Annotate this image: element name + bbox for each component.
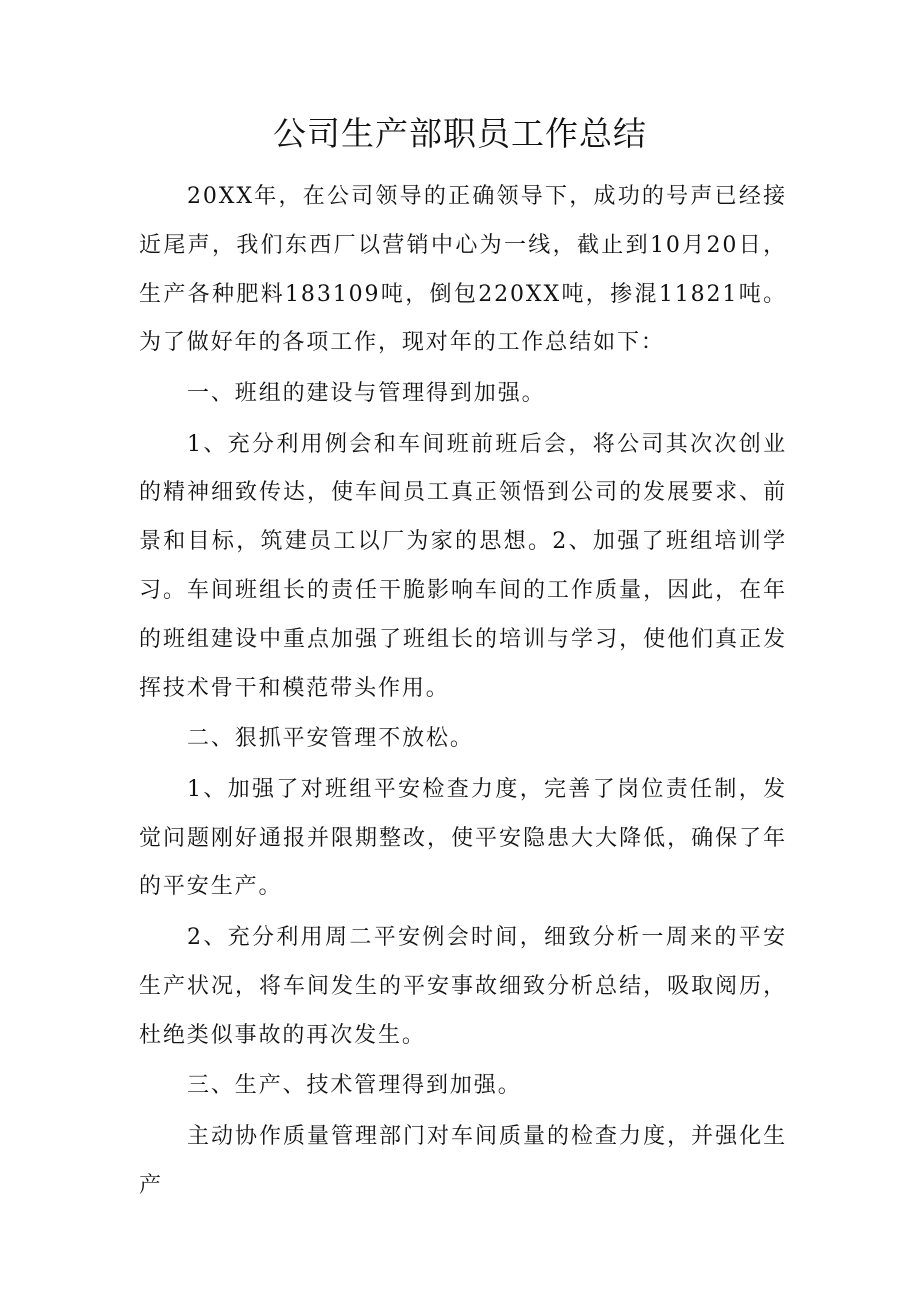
section-heading-safety: 二、狠抓平安管理不放松。 bbox=[187, 726, 474, 752]
paragraph-team-building: 1、充分利用例会和车间班前班后会，将公司其次次创业的精神细致传达，使车间员工真正领悟到公司的发展要求、前景和目标，筑建员工以厂为家的思想。2、加强了班组培训学习。车间班组长的责任干脆影响车间的工作质量，因此，在年的班组建设中重点加强了班组长的培训与学习，使他们真正发挥技术骨干和模范带头作用。 bbox=[139, 431, 787, 701]
paragraph-intro: 20XX年，在公司领导的正确领导下，成功的号声已经接近尾声，我们东西厂以营销中心为一线，截止到10月20日，生产各种肥料183109吨，倒包220XX吨，掺混11821吨。为了做好年的各项工作，现对年的工作总结如下： bbox=[139, 184, 787, 356]
paragraph-safety-1: 1、加强了对班组平安检查力度，完善了岗位责任制，发觉问题刚好通报并限期整改，使平安隐患大大降低，确保了年的平安生产。 bbox=[139, 776, 787, 900]
section-heading-production: 三、生产、技术管理得到加强。 bbox=[187, 1073, 522, 1099]
paragraph-safety-2: 2、充分利用周二平安例会时间，细致分析一周来的平安生产状况，将车间发生的平安事故细致分析总结，吸取阅历，杜绝类似事故的再次发生。 bbox=[139, 924, 787, 1048]
section-heading-team-building: 一、班组的建设与管理得到加强。 bbox=[187, 380, 546, 406]
paragraph-production: 主动协作质量管理部门对车间质量的检查力度，并强化生产 bbox=[139, 1123, 787, 1198]
document-body bbox=[139, 173, 787, 1210]
document-title: 公司生产部职员工作总结 bbox=[273, 114, 647, 153]
